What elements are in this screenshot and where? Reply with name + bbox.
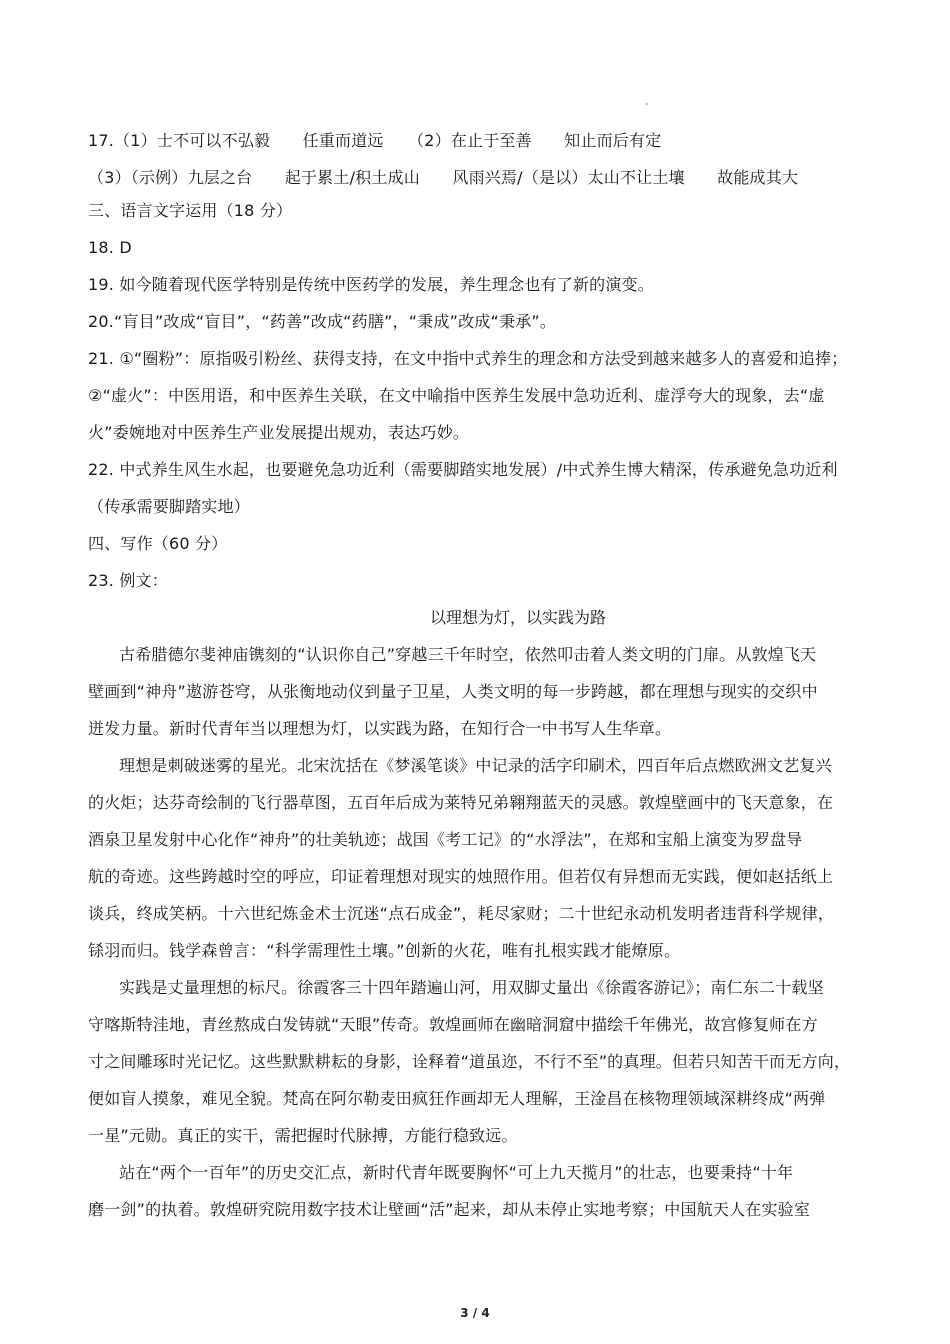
essay-line: 酒泉卫星发射中心化作“神舟”的壮美轨迹；战国《考工记》的“水浮法”，在郑和宝船上演变为罗盘导 bbox=[88, 830, 803, 849]
essay-title: 以理想为灯，以实践为路 bbox=[429, 608, 606, 627]
answer-19: 19. 如今随着现代医学特别是传统中医药学的发展，养生理念也有了新的演变。 bbox=[88, 275, 654, 294]
essay-line: 谈兵，终成笑柄。十六世纪炼金术士沉迷“点石成金”，耗尽家财；二十世纪永动机发明者违背科学规律， bbox=[88, 904, 834, 923]
answer-17-part1: 17.（1）士不可以不弘毅 任重而道远 （2）在止于至善 知止而后有定 bbox=[88, 131, 662, 150]
answer-20: 20.“肓目”改成“盲目”，“药善”改成“药膳”，“秉成”改成“秉承”。 bbox=[88, 312, 557, 331]
essay-line: 站在“两个一百年”的历史交汇点，新时代青年既要胸怀“可上九天揽月”的壮志，也要秉持“十年 bbox=[119, 1163, 794, 1182]
essay-line: 便如盲人摸象，难见全貌。梵高在阿尔勒麦田疯狂作画却无人理解，王淦昌在核物理领域深耕终成“两弹 bbox=[88, 1089, 826, 1108]
essay-paragraph-2 bbox=[88, 747, 878, 969]
section-heading-4: 四、写作（60 分） bbox=[88, 534, 228, 553]
essay-line: 壁画到“神舟”遨游苍穹，从张衡地动仪到量子卫星，人类文明的每一步跨越，都在理想与现实的交织中 bbox=[88, 682, 818, 701]
essay-paragraph-1 bbox=[88, 636, 878, 747]
essay-line: 磨一剑”的执着。敦煌研究院用数字技术让壁画“活”起来，却从未停止实地考察；中国航天人在实验室 bbox=[88, 1200, 811, 1219]
section-heading-3: 三、语言文字运用（18 分） bbox=[88, 201, 293, 220]
answer-17-part3: （3）（示例）九层之台 起于累土/积土成山 风雨兴焉/（是以）太山不让土壤 故能成其大 bbox=[88, 168, 799, 187]
essay-line: 古希腊德尔斐神庙镌刻的“认识你自己”穿越三千年时空，依然叩击着人类文明的门扉。从敦煌飞天 bbox=[119, 645, 817, 664]
essay-line: 迸发力量。新时代青年当以理想为灯，以实践为路，在知行合一中书写人生华章。 bbox=[88, 719, 672, 738]
essay-line: 理想是刺破迷雾的星光。北宋沈括在《梦溪笔谈》中记录的活字印刷术，四百年后点燃欧洲文艺复兴 bbox=[119, 756, 832, 775]
scan-speck bbox=[646, 103, 648, 105]
answer-21-line2: ②“虚火”：中医用语，和中医养生关联，在文中喻指中医养生发展中急功近利、虚浮夸大的现象，去“虚 bbox=[88, 386, 825, 405]
essay-line: 一星”元勋。真正的实干，需把握时代脉搏，方能行稳致远。 bbox=[88, 1126, 518, 1145]
essay-line: 守喀斯特洼地，青丝熬成白发铸就“天眼”传奇。敦煌画师在幽暗洞窟中描绘千年佛光，故宫修复师在方 bbox=[88, 1015, 818, 1034]
answer-content bbox=[88, 122, 878, 1228]
essay-line: 航的奇迹。这些跨越时空的呼应，印证着理想对现实的烛照作用。但若仅有异想而无实践，便如赵括纸上 bbox=[88, 867, 834, 886]
answer-21-line1: 21. ①“圈粉”：原指吸引粉丝、获得支持，在文中指中式养生的理念和方法受到越来越多人的喜爱和追捧； bbox=[88, 349, 848, 368]
essay-paragraph-3 bbox=[88, 969, 878, 1154]
answer-18: 18. D bbox=[88, 238, 132, 257]
essay-line: 寸之间雕琢时光记忆。这些默默耕耘的身影，诠释着“道虽迩，不行不至”的真理。但若只知苦干而无方向， bbox=[88, 1052, 851, 1071]
answer-21-line3: 火”委婉地对中医养生产业发展提出规劝，表达巧妙。 bbox=[88, 423, 470, 442]
answer-22-line2: （传承需要脚踏实地） bbox=[88, 497, 251, 516]
answer-22-line1: 22. 中式养生风生水起，也要避免急功近利（需要脚踏实地发展）/中式养生博大精深，传承避免急功近利 bbox=[88, 460, 838, 479]
essay-line: 的火炬；达芬奇绘制的飞行器草图，五百年后成为莱特兄弟翱翔蓝天的灵感。敦煌壁画中的飞天意象，在 bbox=[88, 793, 834, 812]
essay-paragraph-4 bbox=[88, 1154, 878, 1228]
essay-line: 实践是丈量理想的标尺。徐霞客三十四年踏遍山河，用双脚丈量出《徐霞客游记》；南仁东二十载坚 bbox=[119, 978, 824, 997]
page-number: 3 / 4 bbox=[460, 1306, 490, 1320]
essay-line: 铩羽而归。钱学森曾言：“科学需理性土壤。”创新的火花，唯有扎根实践才能燎原。 bbox=[88, 941, 681, 960]
answer-23-label: 23. 例文： bbox=[88, 571, 168, 590]
